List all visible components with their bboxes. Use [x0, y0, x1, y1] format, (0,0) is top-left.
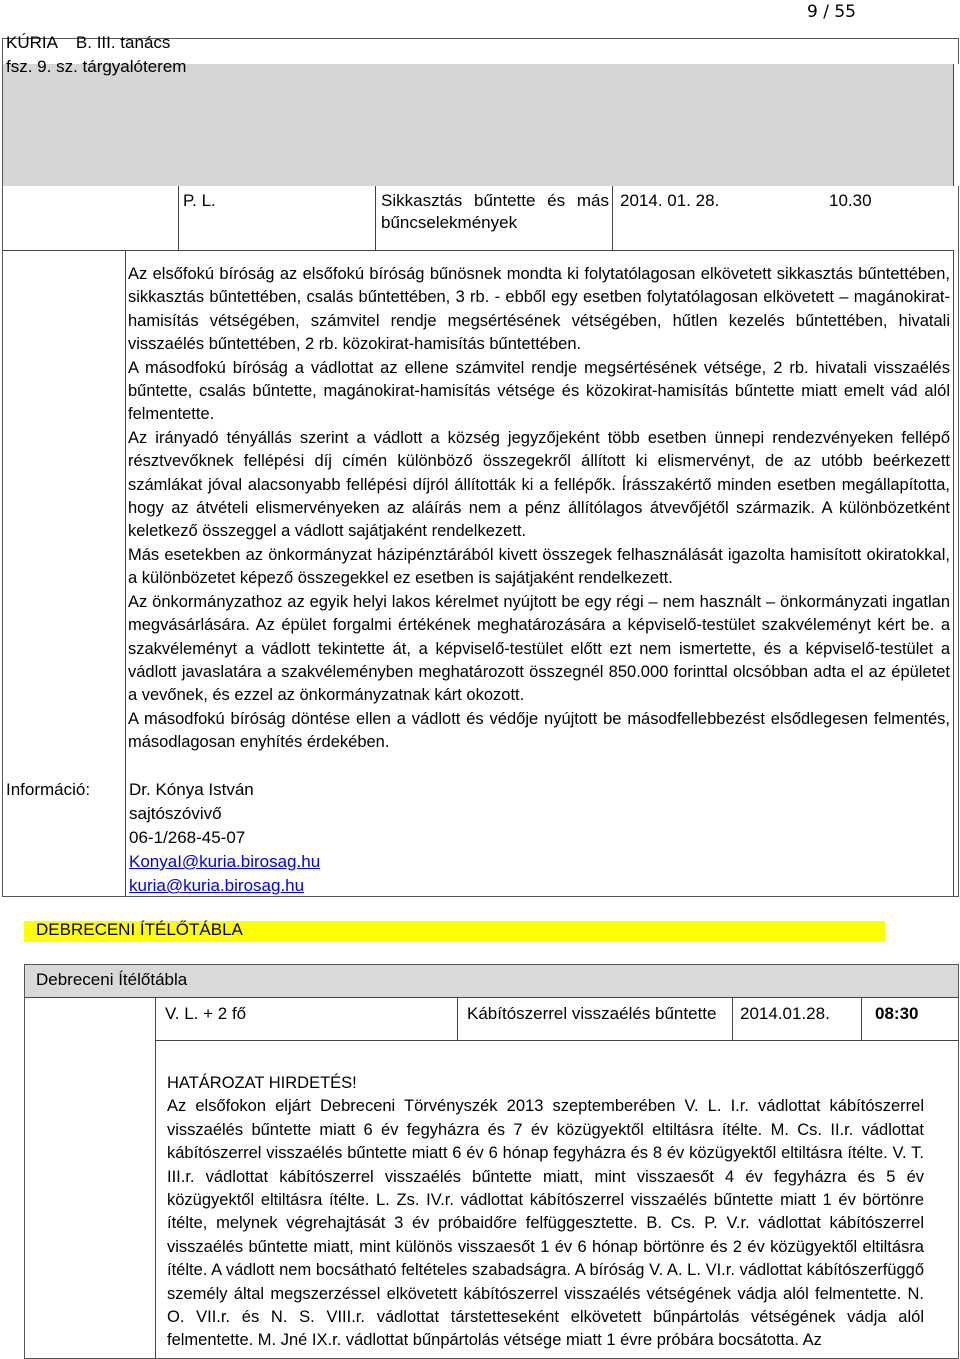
paragraph: A másodfokú bíróság döntése ellen a vádlott és védője nyújtott be másodfellebbezést elsődlegesen felmentés, másodlagosan enyhítés érdekében.	[128, 709, 950, 752]
debrecen-case-description	[167, 1072, 924, 1353]
case-time: 10.30	[829, 191, 872, 210]
page-number: 9 / 55	[807, 2, 856, 22]
case-crime: Sikkasztás bűntette és más bűncselekmények	[381, 191, 609, 232]
debrecen-header	[25, 965, 958, 998]
case-date: 2014.01.28.	[740, 1004, 830, 1023]
paragraph: Az irányadó tényállás szerint a vádlott a község jegyzőjeként több esetben ünnepi rendezvényeken fellépő résztvevőknek fellépési díj címén különböző összegekről állított ki elismervényt, de az utóbb beérkezett számlákat jóval alacsonyabb fellépési díjról állították ki a fellépők. Írásszakértő minden esetben megállapította, hogy az átvételi elismervényeken az aláírás nem a pénz állítólagos átvevőjétől származik. A különbözetként keletkező összeggel a vádlott sajátjaként rendelkezett.	[128, 428, 950, 541]
contact-email-link[interactable]: kuria@kuria.birosag.hu	[129, 876, 305, 895]
paragraph: Az elsőfokú bíróság az elsőfokú bíróság bűnösnek mondta ki folytatólagosan elkövetett sikkasztás bűntettében, sikkasztás bűntettében, csalás bűntettében, 3 rb. - ebből egy esetben folytatólagosan elkövetett – magánokirat-hamisítás vétségében, számvitel rendje megsértésének vétségében, hűtlen kezelés bűntettében, hivatali visszaélés bűntettében, 2 rb. közokirat-hamisítás bűntettében.	[128, 265, 950, 354]
contact-email-link[interactable]: KonyaI@kuria.birosag.hu	[129, 852, 321, 871]
kuria-case-row	[3, 186, 953, 251]
paragraph: Az elsőfokon eljárt Debreceni Törvényszék 2013 szeptemberében V. L. I.r. vádlottat kábítószerrel visszaélés bűntette miatt 6 év fegyházra és 7 év közügyektől eltiltásra ítélte. M. Cs. II.r. vádlottat kábítószerrel visszaélés bűntette miatt 6 év 6 hónap fegyházra és 8 év közügyektől eltiltásra ítélte. V. T. III.r. vádlottat kábítószerrel visszaélés bűntette miatt, mint visszaesőt 4 év fegyházra és 5 év közügyektől eltiltásra ítélte. L. Zs. IV.r. vádlottat kábítószerrel visszaélés bűntette miatt 1 év börtönre ítélte, melynek végrehajtását 3 év próbaidőre felfüggesztette. B. Cs. P. V.r. vádlottat kábítószerrel visszaélés bűntette miatt, mint különös visszaesőt 1 év 6 hónap börtönre és 2 év közügyektől eltiltásra ítélte. A vádlott nem bocsátható feltételes szabadságra. A bíróság V. A. L. VI.r. vádlottat kábítószerfüggő személy által megszerzéssel elkövetett kábítószerrel visszaélés vétségének vádja alól felmentette. N. O. VII.r. és N. S. VIII.r. vádlottat társtetteseként elkövetett bűnpártolás vétségének vádja alól felmentette. M. Jné IX.r. vádlottat bűnpártolás vétsége miatt 1 évre próbára bocsátotta. Az	[167, 1097, 924, 1350]
case-id: P. L.	[183, 191, 216, 210]
kuria-case-description	[128, 263, 950, 755]
section-title: DEBRECENI ÍTÉLŐTÁBLA	[36, 920, 243, 939]
kuria-court-name: KÚRIA B. III. tanács	[6, 33, 171, 52]
kuria-title	[6, 31, 186, 79]
contact-block	[129, 778, 320, 898]
paragraph: A másodfokú bíróság a vádlottat az ellene számvitel rendje megsértésének vétsége, 2 rb. hivatali visszaélés bűntette, csalás bűntette, magánokirat-hamisítás vétsége és közokirat-hamisítás bűntette miatt emelt vád alól felmentette.	[128, 358, 950, 424]
contact-name: Dr. Kónya István	[129, 780, 254, 799]
kuria-header	[3, 64, 953, 187]
contact-role: sajtószóvivő	[129, 804, 222, 823]
debrecen-case-table	[24, 964, 959, 1359]
info-label: Információ:	[6, 780, 91, 799]
kuria-room: fsz. 9. sz. tárgyalóterem	[6, 57, 187, 76]
case-id: V. L. + 2 fő	[165, 1004, 247, 1023]
paragraph: Az önkormányzathoz az egyik helyi lakos kérelmet nyújtott be egy régi – nem használt – önkormányzati ingatlan megvásárlására. Az épület forgalmi értékének meghatározására a képviselő-testület szakvéleményt kért be. a szakvéleményt a vádlott tekintette át, a képviselő-testület előtt ezt nem ismertette, és a képviselő-testület a vádlott javaslatára a szakvéleményben meghatározott összegnél 850.000 forinttal olcsóbban adta el az épületet a vevőnek, és ezzel az önkormányzatnak kárt okozott.	[128, 592, 950, 705]
debrecen-case-row	[155, 998, 958, 1041]
announcement-heading: HATÁROZAT HIRDETÉS!	[167, 1074, 357, 1092]
paragraph: Más esetekben az önkormányzat házipénztárából kivett összegek felhasználását igazolta hamisított okiratokkal, a különbözetet képező összegekkel ez esetben is sajátjaként rendelkezett.	[128, 545, 950, 588]
contact-phone: 06-1/268-45-07	[129, 828, 246, 847]
table-title: Debreceni Ítélőtábla	[36, 970, 188, 989]
case-time: 08:30	[875, 1004, 919, 1023]
case-date: 2014. 01. 28.	[620, 191, 720, 210]
case-crime: Kábítószerrel visszaélés bűntette	[467, 1004, 717, 1023]
